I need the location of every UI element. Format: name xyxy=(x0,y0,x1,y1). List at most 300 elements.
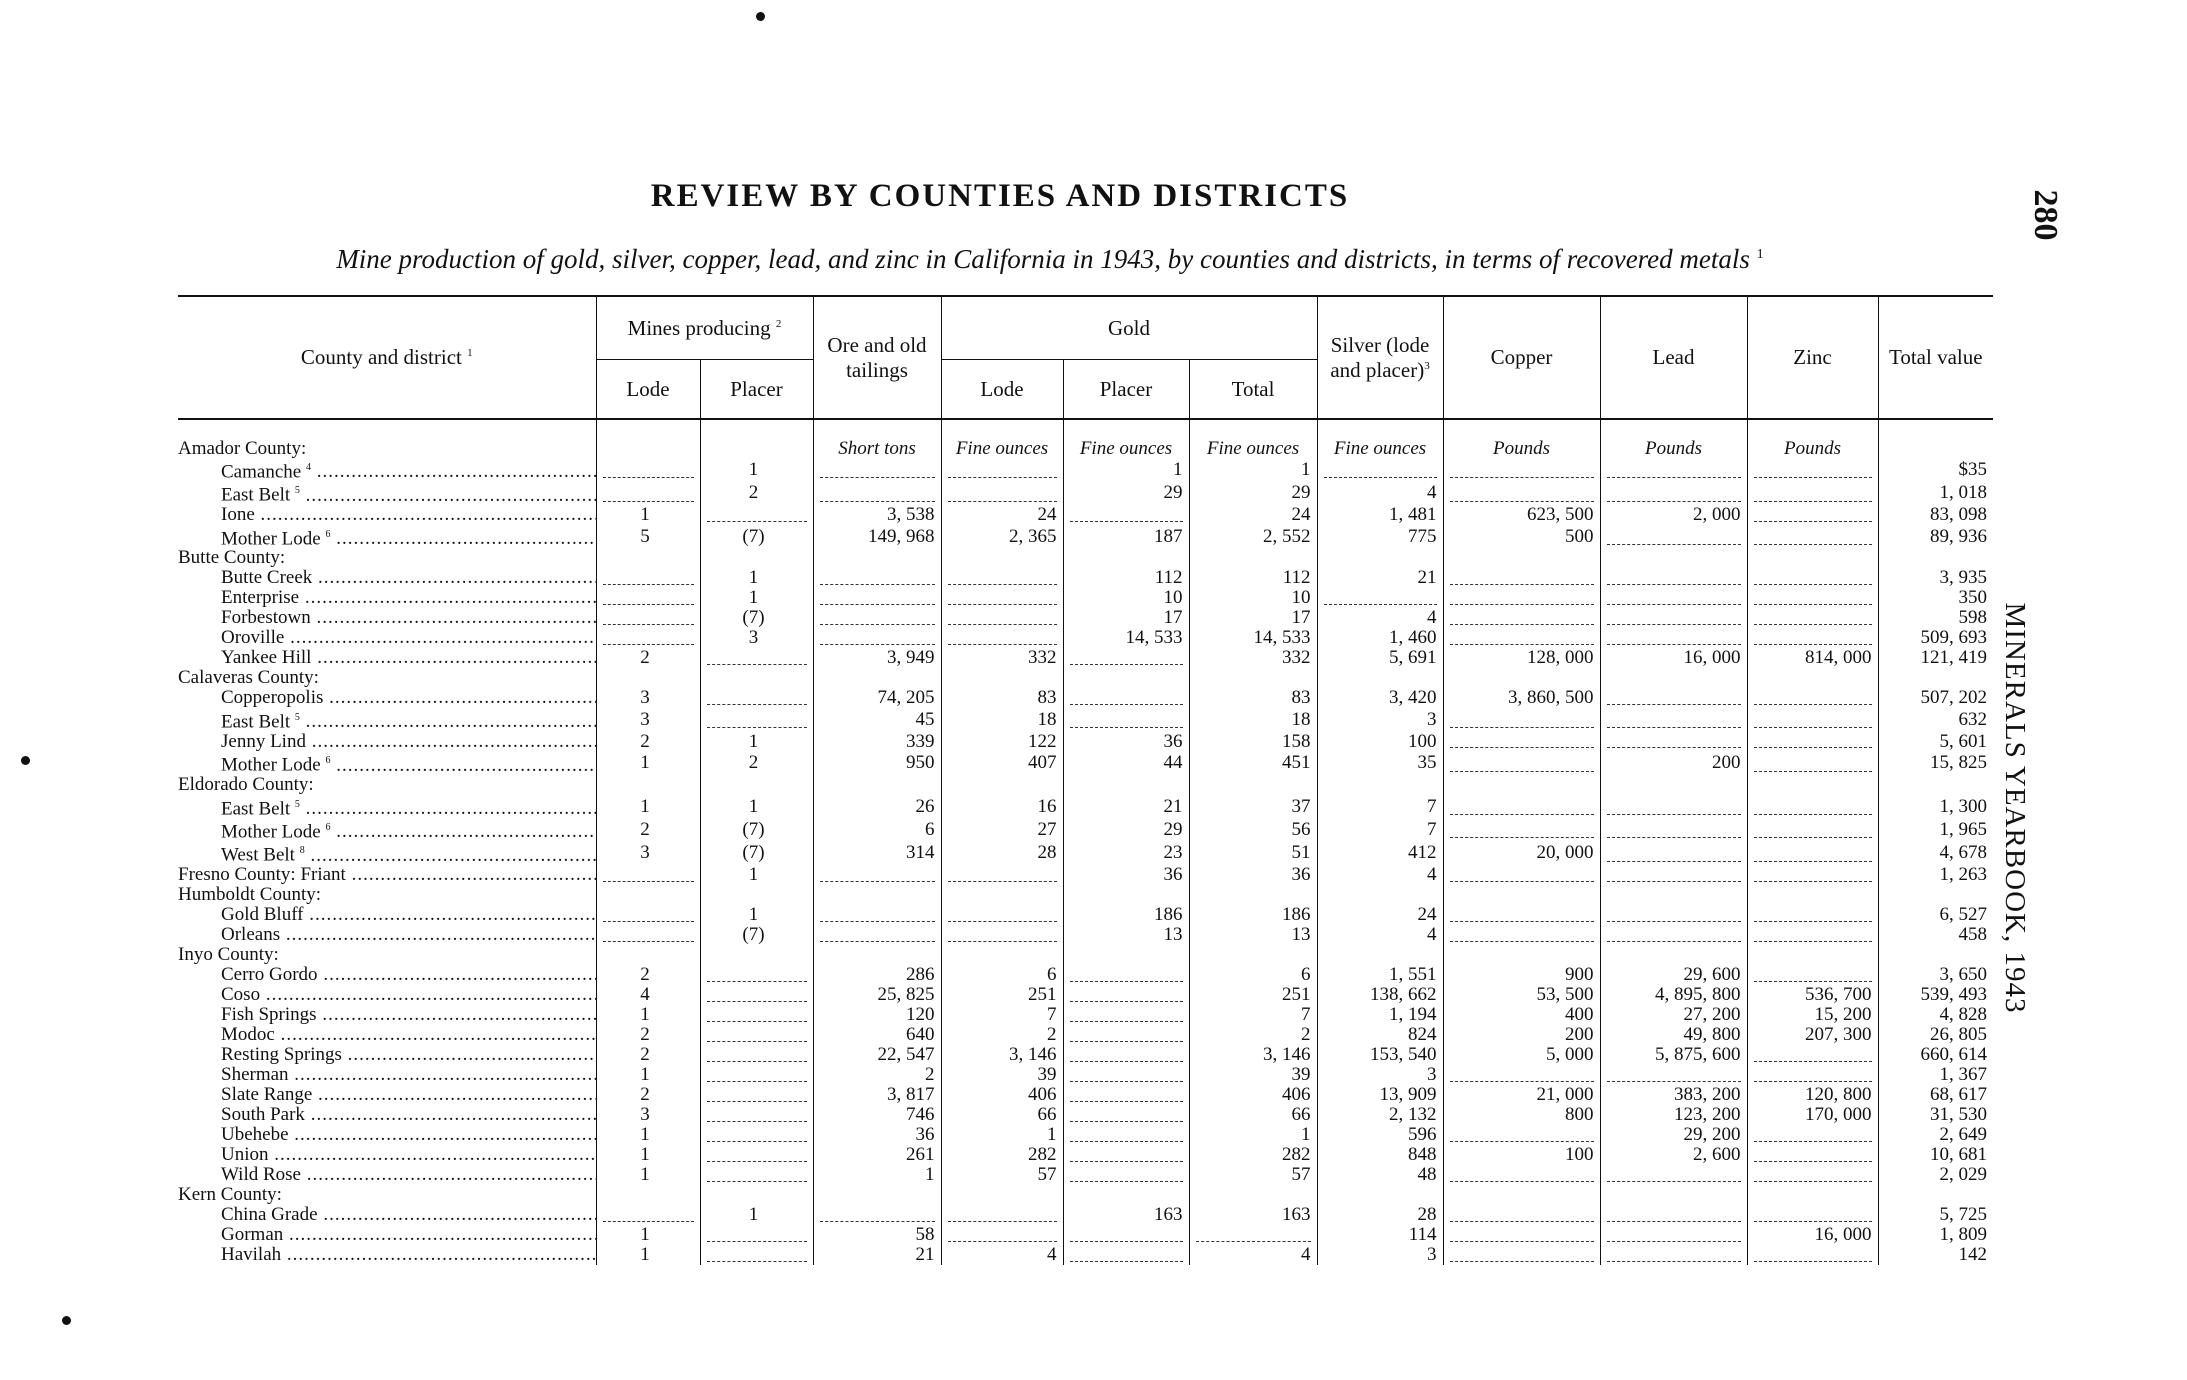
cell-copper xyxy=(1443,608,1600,628)
cell-gold-total: 36 xyxy=(1189,865,1317,885)
cell-gold-placer xyxy=(1063,1165,1189,1185)
cell-ore: 45 xyxy=(813,708,941,731)
cell-copper: 100 xyxy=(1443,1145,1600,1165)
cell-lead xyxy=(1600,1245,1747,1265)
header-gold-lode: Lode xyxy=(941,360,1063,420)
cell-lode xyxy=(596,608,700,628)
cell-lode: 2 xyxy=(596,818,700,841)
table-row xyxy=(178,925,1993,945)
cell-lead: 29, 200 xyxy=(1600,1125,1747,1145)
district-name: Yankee Hill ..... xyxy=(178,648,596,668)
cell-lode: 3 xyxy=(596,688,700,708)
district-name: Wild Rose ..... xyxy=(178,1165,596,1185)
cell-silver: 848 xyxy=(1317,1145,1443,1165)
cell-value: 15, 825 xyxy=(1878,751,1993,774)
table-row xyxy=(178,751,1993,774)
cell-lode xyxy=(596,458,700,481)
cell-silver: 1, 551 xyxy=(1317,965,1443,985)
cell-gold-placer xyxy=(1063,1125,1189,1145)
cell-lode xyxy=(596,481,700,504)
district-name: Fresno County: Friant ..... xyxy=(178,865,596,885)
cell-gold-placer xyxy=(1063,1045,1189,1065)
table-row xyxy=(178,628,1993,648)
table-row xyxy=(178,588,1993,608)
cell-lode: 1 xyxy=(596,795,700,818)
cell-gold-total: 163 xyxy=(1189,1205,1317,1225)
district-name: East Belt $^5$ ..... xyxy=(178,795,596,818)
unit-ore: Short tons xyxy=(813,419,941,458)
cell-zinc: 120, 800 xyxy=(1747,1085,1878,1105)
cell-gold-placer xyxy=(1063,708,1189,731)
cell-placer xyxy=(700,1065,813,1085)
cell-zinc xyxy=(1747,1065,1878,1085)
cell-gold-lode xyxy=(941,588,1063,608)
cell-gold-total: 83 xyxy=(1189,688,1317,708)
cell-silver: 3 xyxy=(1317,708,1443,731)
cell-copper xyxy=(1443,1205,1600,1225)
cell-copper: 5, 000 xyxy=(1443,1045,1600,1065)
cell-gold-lode: 3, 146 xyxy=(941,1045,1063,1065)
cell-copper xyxy=(1443,1125,1600,1145)
cell-copper xyxy=(1443,865,1600,885)
cell-zinc xyxy=(1747,1125,1878,1145)
cell-zinc: 814, 000 xyxy=(1747,648,1878,668)
district-name: Camanche $^4$ ..... xyxy=(178,458,596,481)
cell-zinc xyxy=(1747,818,1878,841)
cell-placer xyxy=(700,1185,813,1205)
cell-value: 1, 965 xyxy=(1878,818,1993,841)
cell-value: 458 xyxy=(1878,925,1993,945)
cell-gold-total xyxy=(1189,548,1317,568)
cell-gold-placer xyxy=(1063,548,1189,568)
unit-zinc: Pounds xyxy=(1747,419,1878,458)
cell-copper xyxy=(1443,1165,1600,1185)
district-name: Forbestown ..... xyxy=(178,608,596,628)
cell-gold-lode: 282 xyxy=(941,1145,1063,1165)
cell-lode: 2 xyxy=(596,1045,700,1065)
cell-gold-lode xyxy=(941,628,1063,648)
cell-value xyxy=(1878,548,1993,568)
cell-copper: 128, 000 xyxy=(1443,648,1600,668)
cell-lode: 5 xyxy=(596,525,700,548)
cell-placer: 1 xyxy=(700,458,813,481)
cell-gold-placer xyxy=(1063,775,1189,795)
cell-ore: 36 xyxy=(813,1125,941,1145)
cell-silver: 1, 460 xyxy=(1317,628,1443,648)
cell-ore xyxy=(813,628,941,648)
header-zinc: Zinc xyxy=(1747,296,1878,419)
district-name: East Belt $^5$ ..... xyxy=(178,708,596,731)
cell-placer xyxy=(700,1045,813,1065)
cell-gold-total: 1 xyxy=(1189,458,1317,481)
cell-value: 507, 202 xyxy=(1878,688,1993,708)
cell-lode xyxy=(596,419,700,458)
cell-gold-placer: 13 xyxy=(1063,925,1189,945)
county-row xyxy=(178,548,1993,568)
cell-zinc xyxy=(1747,668,1878,688)
cell-zinc xyxy=(1747,525,1878,548)
cell-gold-total: 13 xyxy=(1189,925,1317,945)
table-row xyxy=(178,688,1993,708)
cell-ore: 21 xyxy=(813,1245,941,1265)
cell-copper xyxy=(1443,458,1600,481)
cell-lode: 1 xyxy=(596,1005,700,1025)
cell-gold-placer xyxy=(1063,1025,1189,1045)
cell-gold-placer xyxy=(1063,1005,1189,1025)
cell-lead: 27, 200 xyxy=(1600,1005,1747,1025)
cell-zinc xyxy=(1747,775,1878,795)
cell-value: 3, 650 xyxy=(1878,965,1993,985)
cell-ore: 640 xyxy=(813,1025,941,1045)
county-row xyxy=(178,419,1993,458)
cell-ore: 950 xyxy=(813,751,941,774)
cell-value: 26, 805 xyxy=(1878,1025,1993,1045)
cell-zinc xyxy=(1747,731,1878,751)
cell-gold-lode xyxy=(941,1205,1063,1225)
cell-ore xyxy=(813,568,941,588)
cell-silver: 4 xyxy=(1317,865,1443,885)
cell-lode: 2 xyxy=(596,1025,700,1045)
cell-lode: 3 xyxy=(596,841,700,864)
table-row xyxy=(178,481,1993,504)
cell-placer: 1 xyxy=(700,905,813,925)
cell-gold-total xyxy=(1189,945,1317,965)
header-county-district: County and district $^1$ xyxy=(178,296,596,419)
cell-silver: 153, 540 xyxy=(1317,1045,1443,1065)
county-name: Kern County: xyxy=(178,1184,282,1205)
cell-gold-total: 282 xyxy=(1189,1145,1317,1165)
cell-placer: 1 xyxy=(700,1205,813,1225)
cell-gold-placer: 163 xyxy=(1063,1205,1189,1225)
county-row xyxy=(178,1185,1993,1205)
cell-gold-total: 14, 533 xyxy=(1189,628,1317,648)
cell-lode: 2 xyxy=(596,965,700,985)
table-row xyxy=(178,568,1993,588)
cell-lead xyxy=(1600,548,1747,568)
table-row xyxy=(178,1065,1993,1085)
district-name: Gold Bluff ..... xyxy=(178,905,596,925)
scan-speck-bottom xyxy=(62,1316,71,1325)
cell-silver xyxy=(1317,945,1443,965)
unit-gold-placer: Fine ounces xyxy=(1063,419,1189,458)
cell-lode: 1 xyxy=(596,1225,700,1245)
county-name: Butte County: xyxy=(178,547,286,568)
cell-gold-placer: 14, 533 xyxy=(1063,628,1189,648)
district-name: Ubehebe ..... xyxy=(178,1125,596,1145)
district-name: Copperopolis ..... xyxy=(178,688,596,708)
cell-gold-total: 56 xyxy=(1189,818,1317,841)
cell-zinc xyxy=(1747,905,1878,925)
cell-placer xyxy=(700,1025,813,1045)
cell-silver: 4 xyxy=(1317,481,1443,504)
cell-value: 5, 601 xyxy=(1878,731,1993,751)
cell-ore xyxy=(813,885,941,905)
cell-silver xyxy=(1317,668,1443,688)
cell-value: 350 xyxy=(1878,588,1993,608)
district-name: Mother Lode $^6$ ..... xyxy=(178,818,596,841)
cell-zinc xyxy=(1747,588,1878,608)
header-mines-placer: Placer xyxy=(700,360,813,420)
cell-silver: 114 xyxy=(1317,1225,1443,1245)
cell-ore xyxy=(813,608,941,628)
cell-copper xyxy=(1443,481,1600,504)
cell-gold-placer xyxy=(1063,1085,1189,1105)
cell-lead xyxy=(1600,1165,1747,1185)
cell-ore: 3, 538 xyxy=(813,505,941,525)
cell-lode xyxy=(596,885,700,905)
cell-value: 142 xyxy=(1878,1245,1993,1265)
cell-copper xyxy=(1443,1065,1600,1085)
cell-gold-total: 2 xyxy=(1189,1025,1317,1045)
cell-gold-total: 39 xyxy=(1189,1065,1317,1085)
table-row xyxy=(178,905,1993,925)
cell-gold-total xyxy=(1189,885,1317,905)
district-name: Mother Lode $^6$ ..... xyxy=(178,751,596,774)
cell-placer xyxy=(700,775,813,795)
cell-gold-total: 3, 146 xyxy=(1189,1045,1317,1065)
cell-lead xyxy=(1600,608,1747,628)
table-row xyxy=(178,1105,1993,1125)
district-name: Jenny Lind ..... xyxy=(178,731,596,751)
cell-ore xyxy=(813,775,941,795)
cell-lode xyxy=(596,1205,700,1225)
cell-lead xyxy=(1600,668,1747,688)
district-name: Union ..... xyxy=(178,1145,596,1165)
cell-value: 3, 935 xyxy=(1878,568,1993,588)
cell-zinc xyxy=(1747,865,1878,885)
county-name: Amador County: xyxy=(178,437,307,458)
cell-silver xyxy=(1317,775,1443,795)
cell-silver xyxy=(1317,885,1443,905)
cell-ore xyxy=(813,865,941,885)
cell-lead xyxy=(1600,688,1747,708)
cell-value xyxy=(1878,885,1993,905)
cell-gold-lode xyxy=(941,945,1063,965)
table-row xyxy=(178,841,1993,864)
cell-lead: 200 xyxy=(1600,751,1747,774)
cell-zinc xyxy=(1747,1245,1878,1265)
district-name: Coso ..... xyxy=(178,985,596,1005)
cell-lead: 49, 800 xyxy=(1600,1025,1747,1045)
cell-zinc xyxy=(1747,1185,1878,1205)
cell-lead: 2, 000 xyxy=(1600,505,1747,525)
cell-silver xyxy=(1317,588,1443,608)
cell-gold-placer: 186 xyxy=(1063,905,1189,925)
cell-gold-placer xyxy=(1063,1245,1189,1265)
cell-placer: (7) xyxy=(700,841,813,864)
cell-zinc xyxy=(1747,945,1878,965)
cell-gold-placer: 112 xyxy=(1063,568,1189,588)
cell-silver: 7 xyxy=(1317,795,1443,818)
table-row xyxy=(178,818,1993,841)
cell-lead xyxy=(1600,945,1747,965)
cell-gold-lode xyxy=(941,668,1063,688)
cell-lead: 383, 200 xyxy=(1600,1085,1747,1105)
cell-value: 1, 018 xyxy=(1878,481,1993,504)
cell-gold-total: 251 xyxy=(1189,985,1317,1005)
cell-gold-lode: 28 xyxy=(941,841,1063,864)
table-row xyxy=(178,731,1993,751)
cell-silver xyxy=(1317,458,1443,481)
cell-silver: 24 xyxy=(1317,905,1443,925)
cell-gold-placer: 44 xyxy=(1063,751,1189,774)
cell-copper xyxy=(1443,775,1600,795)
county-name: Humboldt County: xyxy=(178,884,322,905)
table-row xyxy=(178,795,1993,818)
cell-zinc xyxy=(1747,1205,1878,1225)
cell-gold-lode: 83 xyxy=(941,688,1063,708)
cell-lode: 1 xyxy=(596,1245,700,1265)
unit-copper: Pounds xyxy=(1443,419,1600,458)
cell-lode: 1 xyxy=(596,1065,700,1085)
cell-zinc xyxy=(1747,505,1878,525)
production-table xyxy=(178,295,1993,1265)
cell-ore: 261 xyxy=(813,1145,941,1165)
table-row xyxy=(178,1125,1993,1145)
cell-zinc: 16, 000 xyxy=(1747,1225,1878,1245)
cell-silver xyxy=(1317,1185,1443,1205)
table-row xyxy=(178,985,1993,1005)
cell-value: 31, 530 xyxy=(1878,1105,1993,1125)
cell-value: 539, 493 xyxy=(1878,985,1993,1005)
cell-placer: 1 xyxy=(700,568,813,588)
cell-gold-lode: 66 xyxy=(941,1105,1063,1125)
cell-gold-placer: 29 xyxy=(1063,481,1189,504)
cell-gold-lode xyxy=(941,548,1063,568)
cell-gold-total xyxy=(1189,1185,1317,1205)
cell-gold-lode xyxy=(941,608,1063,628)
cell-zinc xyxy=(1747,925,1878,945)
cell-lead xyxy=(1600,841,1747,864)
cell-value: 5, 725 xyxy=(1878,1205,1993,1225)
cell-value xyxy=(1878,775,1993,795)
table-row xyxy=(178,1245,1993,1265)
cell-placer xyxy=(700,668,813,688)
cell-lode xyxy=(596,668,700,688)
cell-lead xyxy=(1600,795,1747,818)
cell-value: 660, 614 xyxy=(1878,1045,1993,1065)
cell-value: 89, 936 xyxy=(1878,525,1993,548)
cell-zinc xyxy=(1747,965,1878,985)
cell-silver: 5, 691 xyxy=(1317,648,1443,668)
cell-silver: 1, 481 xyxy=(1317,505,1443,525)
cell-zinc xyxy=(1747,1145,1878,1165)
cell-lead: 29, 600 xyxy=(1600,965,1747,985)
header-mines-producing: Mines producing $^2$ xyxy=(596,296,813,360)
cell-gold-placer xyxy=(1063,1185,1189,1205)
table-row xyxy=(178,648,1993,668)
cell-gold-placer xyxy=(1063,985,1189,1005)
header-total-value: Total value xyxy=(1878,296,1993,419)
cell-lead xyxy=(1600,628,1747,648)
cell-silver xyxy=(1317,548,1443,568)
county-row xyxy=(178,885,1993,905)
cell-value xyxy=(1878,668,1993,688)
cell-lead xyxy=(1600,568,1747,588)
district-name: Mother Lode $^6$ ..... xyxy=(178,525,596,548)
cell-copper: 500 xyxy=(1443,525,1600,548)
cell-lode xyxy=(596,775,700,795)
cell-placer: (7) xyxy=(700,925,813,945)
cell-placer xyxy=(700,985,813,1005)
county-row xyxy=(178,668,1993,688)
county-row xyxy=(178,945,1993,965)
table-body xyxy=(178,419,1993,1265)
unit-gold-lode: Fine ounces xyxy=(941,419,1063,458)
cell-copper xyxy=(1443,548,1600,568)
cell-copper xyxy=(1443,945,1600,965)
cell-silver: 138, 662 xyxy=(1317,985,1443,1005)
cell-gold-lode xyxy=(941,568,1063,588)
cell-gold-placer xyxy=(1063,1145,1189,1165)
cell-silver: 28 xyxy=(1317,1205,1443,1225)
cell-ore: 746 xyxy=(813,1105,941,1125)
cell-gold-total: 51 xyxy=(1189,841,1317,864)
cell-lead: 4, 895, 800 xyxy=(1600,985,1747,1005)
cell-gold-lode: 27 xyxy=(941,818,1063,841)
cell-gold-lode: 251 xyxy=(941,985,1063,1005)
scan-speck-left xyxy=(21,756,30,765)
cell-copper xyxy=(1443,1225,1600,1245)
cell-ore xyxy=(813,945,941,965)
district-name: Modoc ..... xyxy=(178,1025,596,1045)
cell-placer xyxy=(700,1125,813,1145)
cell-gold-placer xyxy=(1063,648,1189,668)
cell-lead xyxy=(1600,1205,1747,1225)
table-caption-text: Mine production of gold, silver, copper, lead, and zinc in California in 1943, by counties and districts, in terms of recovered metals xyxy=(336,244,1750,274)
cell-placer xyxy=(700,1145,813,1165)
cell-gold-total: 1 xyxy=(1189,1125,1317,1145)
cell-gold-lode: 4 xyxy=(941,1245,1063,1265)
cell-copper xyxy=(1443,905,1600,925)
table-row xyxy=(178,1025,1993,1045)
header-copper: Copper xyxy=(1443,296,1600,419)
cell-lead xyxy=(1600,481,1747,504)
cell-gold-total: 57 xyxy=(1189,1165,1317,1185)
cell-silver: 3 xyxy=(1317,1065,1443,1085)
cell-placer: 1 xyxy=(700,588,813,608)
cell-copper xyxy=(1443,795,1600,818)
table-row xyxy=(178,1005,1993,1025)
cell-lode: 1 xyxy=(596,1125,700,1145)
cell-lead: 123, 200 xyxy=(1600,1105,1747,1125)
cell-gold-lode xyxy=(941,481,1063,504)
cell-copper xyxy=(1443,628,1600,648)
cell-ore xyxy=(813,905,941,925)
cell-gold-total: 332 xyxy=(1189,648,1317,668)
cell-gold-lode: 406 xyxy=(941,1085,1063,1105)
district-name: Orleans ..... xyxy=(178,925,596,945)
cell-copper: 800 xyxy=(1443,1105,1600,1125)
cell-gold-lode: 407 xyxy=(941,751,1063,774)
cell-gold-placer: 36 xyxy=(1063,865,1189,885)
cell-lode: 2 xyxy=(596,1085,700,1105)
cell-value: 2, 029 xyxy=(1878,1165,1993,1185)
cell-copper: 3, 860, 500 xyxy=(1443,688,1600,708)
cell-gold-lode xyxy=(941,775,1063,795)
cell-silver: 2, 132 xyxy=(1317,1105,1443,1125)
cell-silver: 1, 194 xyxy=(1317,1005,1443,1025)
cell-gold-total: 24 xyxy=(1189,505,1317,525)
cell-gold-lode xyxy=(941,1185,1063,1205)
cell-placer xyxy=(700,708,813,731)
cell-ore xyxy=(813,1185,941,1205)
cell-gold-placer xyxy=(1063,885,1189,905)
cell-lead xyxy=(1600,525,1747,548)
cell-gold-total: 18 xyxy=(1189,708,1317,731)
cell-lead: 5, 875, 600 xyxy=(1600,1045,1747,1065)
cell-placer: (7) xyxy=(700,608,813,628)
